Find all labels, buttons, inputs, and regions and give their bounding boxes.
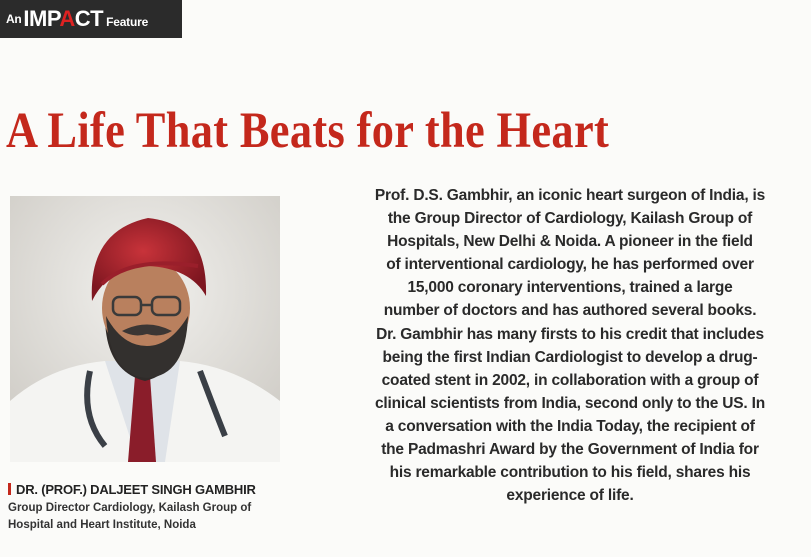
body-line: number of doctors and has authored several books. [383,302,757,320]
impact-logo-pre: IMP [23,6,60,31]
body-line: Prof. D.S. Gambhir, an iconic heart surgeon of India, is [374,187,766,204]
impact-logo [23,8,103,30]
body-line: his remarkable contribution to his field, shares his [389,464,751,482]
portrait-photo [10,196,280,462]
caption-role-line-2: Hospital and Heart Institute, Noida [8,519,196,531]
body-line: Hospitals, New Delhi & Noida. A pioneer in the field [387,233,753,251]
impact-logo-a: A [59,6,75,31]
caption-role-line-1: Group Director Cardiology, Kailash Group of [8,502,252,514]
portrait-illustration [10,196,280,462]
body-line: a conversation with the India Today, the recipient of [385,417,755,435]
tag-an: An [6,12,22,26]
body-line: the Padmashri Award by the Government of India for [381,441,759,459]
impact-feature-tag [0,0,182,38]
body-line: clinical scientists from India, second only to the US. In [375,394,765,412]
caption-accent-bar [8,483,11,495]
impact-logo-post: CT [74,6,104,31]
caption-name: DR. (PROF.) DALJEET SINGH GAMBHIR [16,482,256,497]
body-line: being the first Indian Cardiologist to develop a drug- [382,348,758,366]
caption-role [8,500,298,534]
article-headline: A Life That Beats for the Heart [6,103,610,159]
body-line: Dr. Gambhir has many firsts to his credit that includes [376,325,764,343]
body-line: experience of life. [506,487,634,505]
article-body [333,184,807,507]
body-line: coated stent in 2002, in collaboration with a group of [381,371,759,389]
body-line: 15,000 coronary interventions, trained a large [407,279,733,297]
caption-name-row [8,482,308,497]
photo-caption [8,482,308,534]
body-line: the Group Director of Cardiology, Kailash Group of [387,210,753,228]
tag-feature: Feature [106,15,149,29]
body-line: of interventional cardiology, he has performed over [386,256,754,274]
